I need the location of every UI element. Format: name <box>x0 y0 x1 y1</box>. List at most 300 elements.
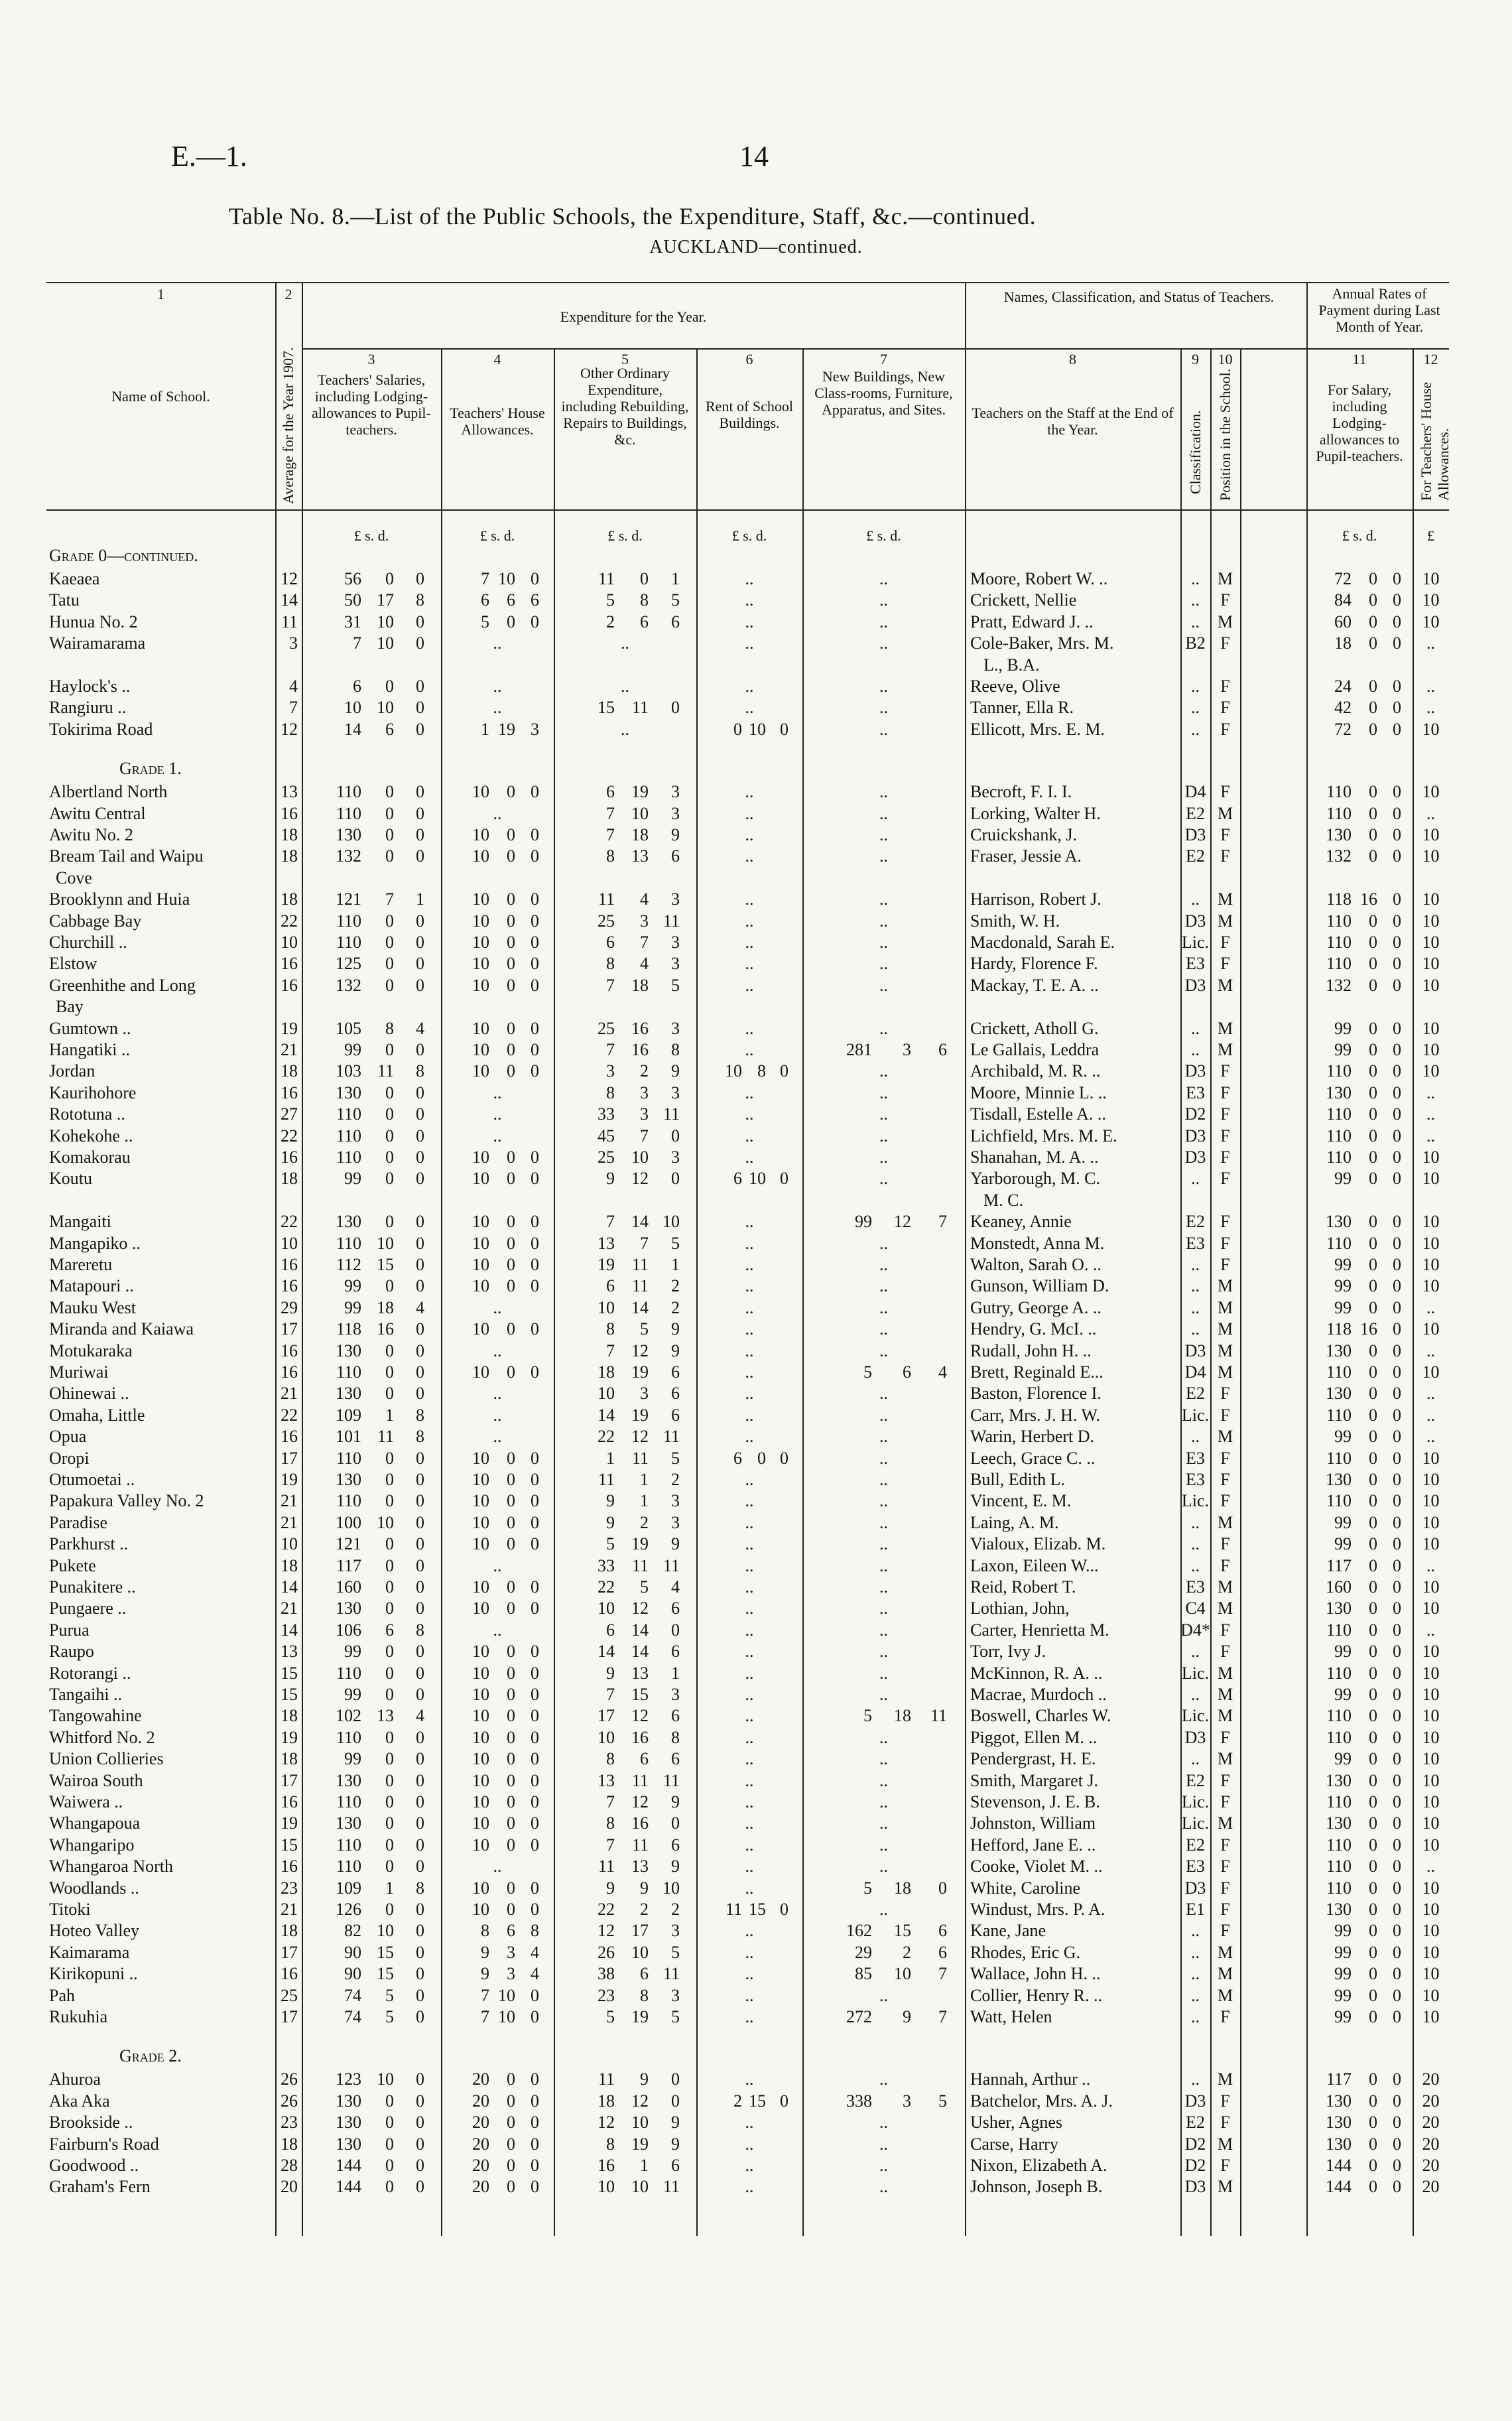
house-allowance-rate: .. <box>1426 803 1435 823</box>
other-expenditure-pounds: 8 <box>606 1749 615 1769</box>
salaries-pence: 0 <box>416 2069 424 2089</box>
teacher-name-continued: L., B.A. <box>983 655 1040 675</box>
classification: .. <box>1191 698 1200 718</box>
new-buildings-value: .. <box>879 2177 888 2197</box>
average-attendance: 21 <box>281 1512 298 1532</box>
salaries-cell <box>308 1297 434 1319</box>
teacher-name: McKinnon, R. A. .. <box>970 1663 1103 1683</box>
other-expenditure-shillings: 18 <box>631 825 649 844</box>
average-attendance: 16 <box>281 1082 298 1102</box>
salary-rate-cell <box>1310 1878 1409 1899</box>
table-top-rule <box>46 282 1449 283</box>
other-expenditure-shillings: 5 <box>640 1577 649 1597</box>
other-expenditure-pounds: 6 <box>606 782 615 802</box>
average-attendance: 19 <box>281 1470 298 1489</box>
house-allowance-pounds: 10 <box>472 889 489 909</box>
rent-value: .. <box>745 1964 754 1984</box>
classification: .. <box>1191 2069 1200 2089</box>
school-name: Haylock's .. <box>49 677 131 696</box>
average-attendance: 22 <box>281 911 298 931</box>
house-allowance-cell <box>448 1835 547 1856</box>
other-expenditure-cell <box>560 2176 690 2197</box>
table-row <box>46 1705 1449 1727</box>
position: F <box>1220 2156 1230 2175</box>
salaries-pounds: 144 <box>336 2156 361 2175</box>
other-expenditure-pence: 3 <box>671 782 680 802</box>
rent-cell <box>703 911 796 932</box>
other-expenditure-pounds: 33 <box>598 1555 615 1575</box>
salary-rate-shillings: 0 <box>1369 590 1377 610</box>
house-allowance-pence: 0 <box>531 954 539 974</box>
house-allowance-pounds: 7 <box>481 1985 489 2005</box>
salaries-cell <box>308 889 434 910</box>
average-attendance: 19 <box>281 1727 298 1747</box>
salary-rate-pounds: 130 <box>1326 1212 1352 1232</box>
other-expenditure-shillings: 19 <box>631 2134 649 2154</box>
school-name: Hoteo Valley <box>49 1921 139 1941</box>
salaries-shillings: 0 <box>385 1040 394 1059</box>
house-allowance-pounds: 10 <box>472 1642 489 1662</box>
salary-rate-pounds: 99 <box>1334 1276 1352 1296</box>
other-expenditure-pence: 6 <box>671 1362 680 1382</box>
salaries-pence: 8 <box>416 1878 424 1898</box>
new-buildings-value: .. <box>879 1427 888 1447</box>
teacher-name: Hardy, Florence F. <box>970 954 1098 974</box>
other-expenditure-pounds: 11 <box>598 889 615 909</box>
salaries-pence: 0 <box>416 1663 424 1683</box>
salary-rate-pence: 0 <box>1393 569 1401 588</box>
other-expenditure-pence: 2 <box>671 1297 680 1317</box>
house-allowance-cell <box>448 590 547 611</box>
position: F <box>1220 590 1230 610</box>
salary-rate-shillings: 0 <box>1369 954 1377 974</box>
table-row <box>46 1813 1449 1834</box>
salaries-pence: 0 <box>416 1555 424 1575</box>
house-allowance-rate: 10 <box>1422 1448 1440 1468</box>
other-expenditure-pence: 6 <box>671 1706 680 1726</box>
other-expenditure-shillings: 12 <box>631 1792 649 1811</box>
salaries-cell <box>308 1126 434 1147</box>
classification: Lic. <box>1181 1663 1210 1683</box>
salary-rate-cell <box>1310 2091 1409 2112</box>
average-attendance: 18 <box>281 1169 298 1189</box>
house-allowance-shillings: 19 <box>498 719 515 739</box>
school-name: Kaimarama <box>49 1942 130 1962</box>
salary-rate-pounds: 72 <box>1334 569 1352 588</box>
salaries-shillings: 10 <box>377 1921 394 1941</box>
salaries-pence: 0 <box>416 1341 424 1360</box>
rent-value: .. <box>745 1212 754 1232</box>
school-name: Oropi <box>49 1448 90 1468</box>
other-expenditure-pence: 5 <box>671 1942 680 1962</box>
house-allowance-cell <box>448 1770 547 1792</box>
rent-cell <box>703 1104 796 1125</box>
salaries-shillings: 10 <box>377 1512 394 1532</box>
table-row <box>46 1878 1449 1899</box>
salaries-pounds: 110 <box>336 1727 361 1747</box>
other-expenditure-pounds: 10 <box>598 1727 615 1747</box>
house-allowance-shillings: 0 <box>507 1212 515 1232</box>
other-expenditure-pence: 0 <box>671 1813 680 1833</box>
teacher-name: Rhodes, Eric G. <box>970 1942 1081 1962</box>
new-buildings-pounds: 99 <box>855 1212 872 1232</box>
salaries-cell <box>308 697 434 718</box>
house-allowance-pounds: 20 <box>472 2177 489 2197</box>
salaries-cell <box>308 824 434 846</box>
salary-rate-pounds: 110 <box>1326 1104 1352 1124</box>
salary-rate-pounds: 99 <box>1334 1534 1352 1554</box>
salary-rate-cell <box>1310 1126 1409 1147</box>
salary-rate-pounds: 132 <box>1326 846 1352 866</box>
house-allowance-shillings: 0 <box>507 1900 515 1919</box>
salary-rate-cell <box>1310 975 1409 996</box>
new-buildings-value: .. <box>879 1577 888 1597</box>
other-expenditure-cell <box>560 676 690 697</box>
rent-value: .. <box>745 803 754 823</box>
position: F <box>1220 1727 1230 1747</box>
new-buildings-cell <box>809 1448 958 1469</box>
salaries-pounds: 123 <box>336 2069 361 2089</box>
house-allowance-pounds: 20 <box>472 2069 489 2089</box>
new-buildings-value: .. <box>879 1448 888 1468</box>
house-allowance-pence: 0 <box>531 1642 539 1662</box>
salaries-shillings: 10 <box>377 698 394 718</box>
rent-value: .. <box>745 1040 754 1059</box>
salaries-pounds: 74 <box>344 2007 361 2026</box>
salaries-pounds: 110 <box>336 1147 361 1167</box>
house-allowance-rate: .. <box>1426 677 1435 696</box>
other-expenditure-shillings: 12 <box>631 1169 649 1189</box>
col-number: 2 <box>284 286 292 302</box>
other-expenditure-cell <box>560 1039 690 1061</box>
average-attendance: 21 <box>281 1900 298 1919</box>
other-expenditure-pounds: 7 <box>606 1040 615 1059</box>
salaries-pounds: 144 <box>336 2177 361 2197</box>
salary-rate-pounds: 117 <box>1326 2069 1352 2089</box>
house-allowance-pounds: 10 <box>472 1835 489 1855</box>
other-expenditure-pence: 3 <box>671 933 680 952</box>
teacher-name: Windust, Mrs. P. A. <box>970 1900 1105 1919</box>
house-allowance-cell <box>448 1147 547 1168</box>
table-row <box>46 1104 1449 1125</box>
salary-rate-shillings: 0 <box>1369 2069 1377 2089</box>
salaries-cell <box>308 1555 434 1577</box>
other-expenditure-pence: 9 <box>671 1341 680 1360</box>
house-allowance-rate: 10 <box>1422 1921 1440 1941</box>
house-allowance-cell <box>448 932 547 953</box>
salaries-cell <box>308 1254 434 1276</box>
salaries-cell <box>308 568 434 590</box>
house-allowance-cell <box>448 846 547 867</box>
salaries-cell <box>308 676 434 697</box>
average-attendance: 16 <box>281 1362 298 1382</box>
house-allowance-pence: 0 <box>531 825 539 844</box>
average-attendance: 16 <box>281 1255 298 1274</box>
school-name: Parkhurst .. <box>49 1534 129 1554</box>
salaries-pounds: 160 <box>336 1577 361 1597</box>
house-allowance-cell <box>448 1018 547 1039</box>
position: F <box>1220 1405 1230 1425</box>
new-buildings-cell <box>809 1748 958 1770</box>
house-allowance-cell <box>448 1920 547 1941</box>
house-allowance-pounds: 20 <box>472 2113 489 2132</box>
new-buildings-value: .. <box>879 825 888 844</box>
position: F <box>1220 1792 1230 1811</box>
new-buildings-cell <box>809 1254 958 1276</box>
table-row <box>46 2176 1449 2197</box>
house-allowance-pence: 0 <box>531 569 539 588</box>
classification: .. <box>1191 1427 1200 1447</box>
classification: .. <box>1191 1255 1200 1274</box>
salary-rate-shillings: 0 <box>1369 1642 1377 1662</box>
salaries-pounds: 110 <box>336 1104 361 1124</box>
average-attendance: 18 <box>281 2134 298 2154</box>
table-row <box>46 1211 1449 1232</box>
other-expenditure-shillings: 1 <box>640 1470 649 1489</box>
house-allowance-pence: 0 <box>531 1470 539 1489</box>
salary-rate-cell <box>1310 1490 1409 1512</box>
house-allowance-pence: 0 <box>531 1749 539 1769</box>
school-name: Punakitere .. <box>49 1577 136 1597</box>
other-expenditure-shillings: 8 <box>640 590 649 610</box>
other-expenditure-cell <box>560 1448 690 1469</box>
average-attendance: 28 <box>281 2156 298 2175</box>
house-allowance-pence: 0 <box>531 1706 539 1726</box>
house-allowance-shillings: 0 <box>507 2113 515 2132</box>
salary-rate-pence: 0 <box>1393 2007 1401 2026</box>
rent-value: .. <box>745 1319 754 1339</box>
house-allowance-pence: 0 <box>531 1727 539 1747</box>
house-allowance-cell <box>448 1727 547 1748</box>
other-expenditure-pence: 6 <box>671 2156 680 2175</box>
teacher-name: Pratt, Edward J. .. <box>970 612 1094 631</box>
salaries-pounds: 99 <box>344 1040 361 1059</box>
salaries-shillings: 6 <box>385 719 394 739</box>
other-expenditure-shillings: 13 <box>631 846 649 866</box>
salary-rate-shillings: 0 <box>1369 2177 1377 2197</box>
rent-value: .. <box>745 782 754 802</box>
salary-rate-shillings: 0 <box>1369 782 1377 802</box>
average-attendance: 14 <box>281 1620 298 1640</box>
salary-rate-pounds: 110 <box>1326 1620 1352 1640</box>
new-buildings-cell <box>809 2091 958 2112</box>
rent-cell <box>703 1770 796 1792</box>
house-allowance-shillings: 0 <box>507 782 515 802</box>
other-expenditure-pence: 6 <box>671 1749 680 1769</box>
salary-rate-pounds: 130 <box>1326 2091 1352 2111</box>
salaries-pence: 0 <box>416 698 424 718</box>
classification: E2 <box>1186 2113 1205 2132</box>
new-buildings-cell <box>809 1126 958 1147</box>
salaries-pence: 0 <box>416 612 424 631</box>
rent-cell <box>703 1362 796 1383</box>
salary-rate-cell <box>1310 889 1409 910</box>
new-buildings-cell <box>809 1942 958 1963</box>
other-expenditure-cell <box>560 590 690 611</box>
rent-cell <box>703 1705 796 1727</box>
new-buildings-value: .. <box>879 1685 888 1704</box>
classification: E2 <box>1186 1384 1205 1404</box>
rent-value: .. <box>745 698 754 718</box>
position: M <box>1217 569 1233 588</box>
salaries-cell <box>308 1362 434 1383</box>
new-buildings-cell <box>809 1426 958 1447</box>
house-allowance-pounds: 10 <box>472 1491 489 1511</box>
table-row <box>46 1426 1449 1447</box>
house-allowance-shillings: 0 <box>507 1061 515 1081</box>
rent-value: .. <box>745 1813 754 1833</box>
house-allowance-rate: .. <box>1426 1104 1435 1124</box>
house-allowance-shillings: 0 <box>507 2091 515 2111</box>
new-buildings-cell <box>809 1920 958 1941</box>
teacher-name: Baston, Florence I. <box>970 1384 1102 1404</box>
position: F <box>1220 2113 1230 2132</box>
other-expenditure-pounds: 8 <box>606 1813 615 1833</box>
other-expenditure-cell <box>560 1598 690 1619</box>
teacher-name: Collier, Henry R. .. <box>970 1985 1102 2005</box>
rent-value: .. <box>745 2156 754 2175</box>
new-buildings-pence: 7 <box>938 1212 947 1232</box>
new-buildings-value: .. <box>879 1126 888 1145</box>
other-expenditure-pounds: 8 <box>606 846 615 866</box>
salaries-cell <box>308 1684 434 1705</box>
salary-rate-pence: 0 <box>1393 1599 1401 1618</box>
house-allowance-value: .. <box>493 1857 502 1876</box>
rent-pence: 0 <box>780 2091 788 2111</box>
salary-rate-pence: 0 <box>1393 1642 1401 1662</box>
table-row <box>46 1276 1449 1297</box>
new-buildings-value: .. <box>879 1018 888 1038</box>
other-expenditure-cell <box>560 889 690 910</box>
other-expenditure-pence: 0 <box>671 698 680 718</box>
table-row <box>46 590 1449 611</box>
table-row <box>46 1405 1449 1426</box>
other-expenditure-cell <box>560 1276 690 1297</box>
school-name: Woodlands .. <box>49 1878 139 1898</box>
new-buildings-cell <box>809 1641 958 1662</box>
other-expenditure-cell <box>560 953 690 974</box>
house-allowance-rate: 10 <box>1422 1835 1440 1855</box>
salary-rate-pence: 0 <box>1393 633 1401 653</box>
other-expenditure-cell <box>560 1942 690 1963</box>
other-expenditure-pounds: 25 <box>598 1018 615 1038</box>
salary-rate-pounds: 110 <box>1326 782 1352 802</box>
salaries-pounds: 103 <box>336 1061 361 1081</box>
salaries-cell <box>308 953 434 974</box>
salary-rate-cell <box>1310 1469 1409 1490</box>
teacher-name: Laing, A. M. <box>970 1512 1059 1532</box>
house-allowance-pounds: 10 <box>472 1534 489 1554</box>
teacher-name: Hannah, Arthur .. <box>970 2069 1091 2089</box>
other-expenditure-cell <box>560 719 690 740</box>
other-expenditure-pounds: 6 <box>606 933 615 952</box>
house-allowance-pence: 8 <box>531 1921 539 1941</box>
salary-rate-cell <box>1310 1835 1409 1856</box>
salary-rate-pence: 0 <box>1393 825 1401 844</box>
new-buildings-cell <box>809 1985 958 2006</box>
new-buildings-shillings: 18 <box>894 1878 911 1898</box>
new-buildings-cell <box>809 1770 958 1792</box>
rent-value: .. <box>745 1276 754 1296</box>
house-allowance-rate: 20 <box>1422 2113 1440 2132</box>
other-expenditure-pence: 3 <box>671 889 680 909</box>
salary-rate-cell <box>1310 911 1409 932</box>
salaries-shillings: 0 <box>385 846 394 866</box>
teacher-name: Stevenson, J. E. B. <box>970 1792 1100 1811</box>
salaries-pounds: 74 <box>344 1985 361 2005</box>
salary-rate-pence: 0 <box>1393 954 1401 974</box>
salaries-cell <box>308 1341 434 1362</box>
salary-rate-shillings: 0 <box>1369 2156 1377 2175</box>
other-expenditure-cell <box>560 846 690 867</box>
salaries-pounds: 117 <box>336 1555 361 1575</box>
average-attendance: 16 <box>281 803 298 823</box>
rent-shillings: 0 <box>757 1448 766 1468</box>
other-expenditure-value: .. <box>621 719 629 739</box>
col-number: 10 <box>1218 351 1233 367</box>
salary-rate-pounds: 110 <box>1326 1792 1352 1811</box>
house-allowance-cell <box>448 2006 547 2028</box>
other-expenditure-cell <box>560 1705 690 1727</box>
house-allowance-cell <box>448 889 547 910</box>
average-column-header: Average for the Year 1907. <box>280 347 296 504</box>
other-expenditure-cell <box>560 1577 690 1598</box>
rent-shillings: 10 <box>749 719 766 739</box>
table-row <box>46 1684 1449 1705</box>
salary-rate-pounds: 110 <box>1326 803 1352 823</box>
other-expenditure-cell <box>560 824 690 846</box>
rent-cell <box>703 1126 796 1147</box>
new-buildings-value: .. <box>879 1749 888 1769</box>
school-name: Wairoa South <box>49 1770 143 1790</box>
salaries-shillings: 10 <box>377 2069 394 2089</box>
table-row <box>46 1383 1449 1404</box>
salary-rate-cell <box>1310 1426 1409 1447</box>
salaries-shillings: 1 <box>385 1405 394 1425</box>
teacher-name: Ellicott, Mrs. E. M. <box>970 719 1105 739</box>
salaries-shillings: 0 <box>385 1663 394 1683</box>
classification: .. <box>1191 1921 1200 1941</box>
house-allowance-rate: 10 <box>1422 1362 1440 1382</box>
position: F <box>1220 1384 1230 1404</box>
rent-cell <box>703 803 796 824</box>
new-buildings-cell <box>809 1577 958 1598</box>
rent-cell <box>703 824 796 846</box>
staff-group-rule <box>965 348 1306 350</box>
salaries-pence: 0 <box>416 1276 424 1296</box>
table-row <box>46 1018 1449 1039</box>
grade-heading: Grade 0—continued. <box>49 546 198 565</box>
salary-rate-pounds: 132 <box>1326 975 1352 995</box>
salary-rate-pounds: 84 <box>1334 590 1352 610</box>
salaries-pence: 0 <box>416 1964 424 1984</box>
rent-cell <box>703 633 796 654</box>
teacher-name: Johnston, William <box>970 1813 1096 1833</box>
salaries-pence: 0 <box>416 954 424 974</box>
school-name: Mangapiko .. <box>49 1233 141 1253</box>
other-expenditure-cell <box>560 2091 690 2112</box>
house-allowance-rate: 10 <box>1422 1212 1440 1232</box>
rent-value: .. <box>745 1770 754 1790</box>
salary-rate-pounds: 110 <box>1326 1362 1352 1382</box>
salary-rate-pounds: 144 <box>1326 2177 1352 2197</box>
house-allowance-pounds: 10 <box>472 1878 489 1898</box>
table-row <box>46 1663 1449 1684</box>
teacher-name: Boswell, Charles W. <box>970 1706 1111 1726</box>
rent-pounds: 0 <box>733 719 742 739</box>
table-row <box>46 676 1449 697</box>
position: F <box>1220 1212 1230 1232</box>
